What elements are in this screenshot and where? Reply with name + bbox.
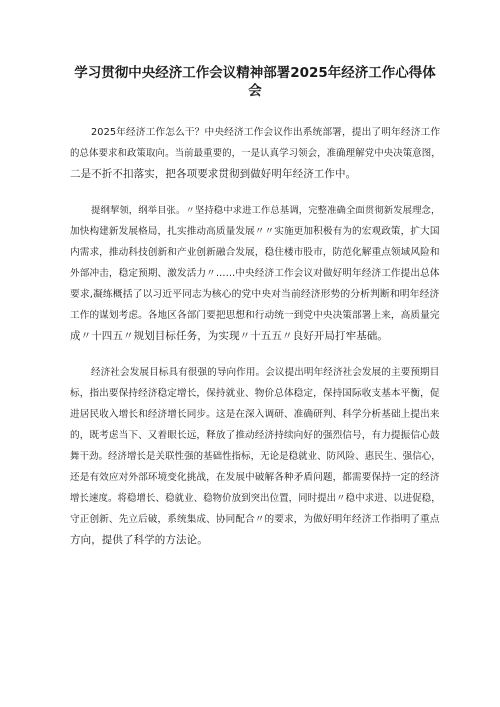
paragraph-line: 标，指出要保持经济稳定增长，保持就业、物价总体稳定，保持国际收支基本平衡，促 xyxy=(70,388,440,399)
paragraph-line: 增长速度。将稳增长、稳就业、稳物价放到突出位置，同时提出〃稳中求进、以进促稳， xyxy=(70,493,441,504)
paragraph-line: 提纲挈领，纲举目张。〃坚持稳中求进工作总基调，完整准确全面贯彻新发展理念， xyxy=(91,205,441,216)
paragraph-line: 经济社会发展目标具有很强的导向作用。会议提出明年经济社会发展的主要预期目 xyxy=(91,367,440,378)
paragraph-line: 的，既考虑当下、又着眼长远，释放了推动经济持续向好的强烈信号，有力提振信心鼓 xyxy=(70,430,440,441)
paragraph-line: 的总体要求和政策取向。当前最重要的，一是认真学习领会，准确理解党中央决策意图， xyxy=(70,148,441,159)
paragraph xyxy=(70,200,440,347)
paragraph-line: 舞干劲。经济增长是关联性强的基础性指标，无论是稳就业、防风险、惠民生、强信心， xyxy=(70,451,441,462)
paragraph-line: 还是有效应对外部环境变化挑战，在发展中破解各种矛盾问题，都需要保持一定的经济 xyxy=(70,472,440,483)
paragraph-line: 成〃十四五〃规划目标任务，为实现〃十五五〃良好开局打牢基础。 xyxy=(70,330,388,342)
document-body xyxy=(70,122,440,551)
paragraph-line: 内需求，推动科技创新和产业创新融合发展，稳住楼市股市，防范化解重点领域风险和 xyxy=(70,247,440,258)
paragraph xyxy=(70,122,440,185)
paragraph xyxy=(70,362,440,551)
document-title: 学习贯彻中央经济工作会议精神部署2025年经济工作心得体会 xyxy=(74,65,436,99)
paragraph-line: 外部冲击，稳定预期、激发活力〃……中央经济工作会议对做好明年经济工作提出总体 xyxy=(70,268,440,279)
paragraph-line: 二是不折不扣落实，把各项要求贯彻到做好明年经济工作中。 xyxy=(70,168,357,180)
paragraph-line: 工作的谋划考虑。各地区各部门要把思想和行动统一到党中央决策部署上来，高质量完 xyxy=(70,310,440,321)
paragraph-line: 要求,凝练概括了以习近平同志为核心的党中央对当前经济形势的分析判断和明年经济 xyxy=(70,289,440,300)
paragraph-line: 进居民收入增长和经济增长同步。这是在深入调研、准确研判、科学分析基础上提出来 xyxy=(70,409,440,420)
paragraph-line: 方向，提供了科学的方法论。 xyxy=(70,534,208,546)
paragraph-line: 守正创新、先立后破，系统集成、协同配合〃的要求，为做好明年经济工作指明了重点 xyxy=(70,514,440,525)
paragraph-line: 2025年经济工作怎么干？中央经济工作会议作出系统部署，提出了明年经济工作 xyxy=(91,127,441,138)
paragraph-line: 加快构建新发展格局，扎实推动高质量发展〃〃实施更加积极有为的宏观政策，扩大国 xyxy=(70,226,440,237)
